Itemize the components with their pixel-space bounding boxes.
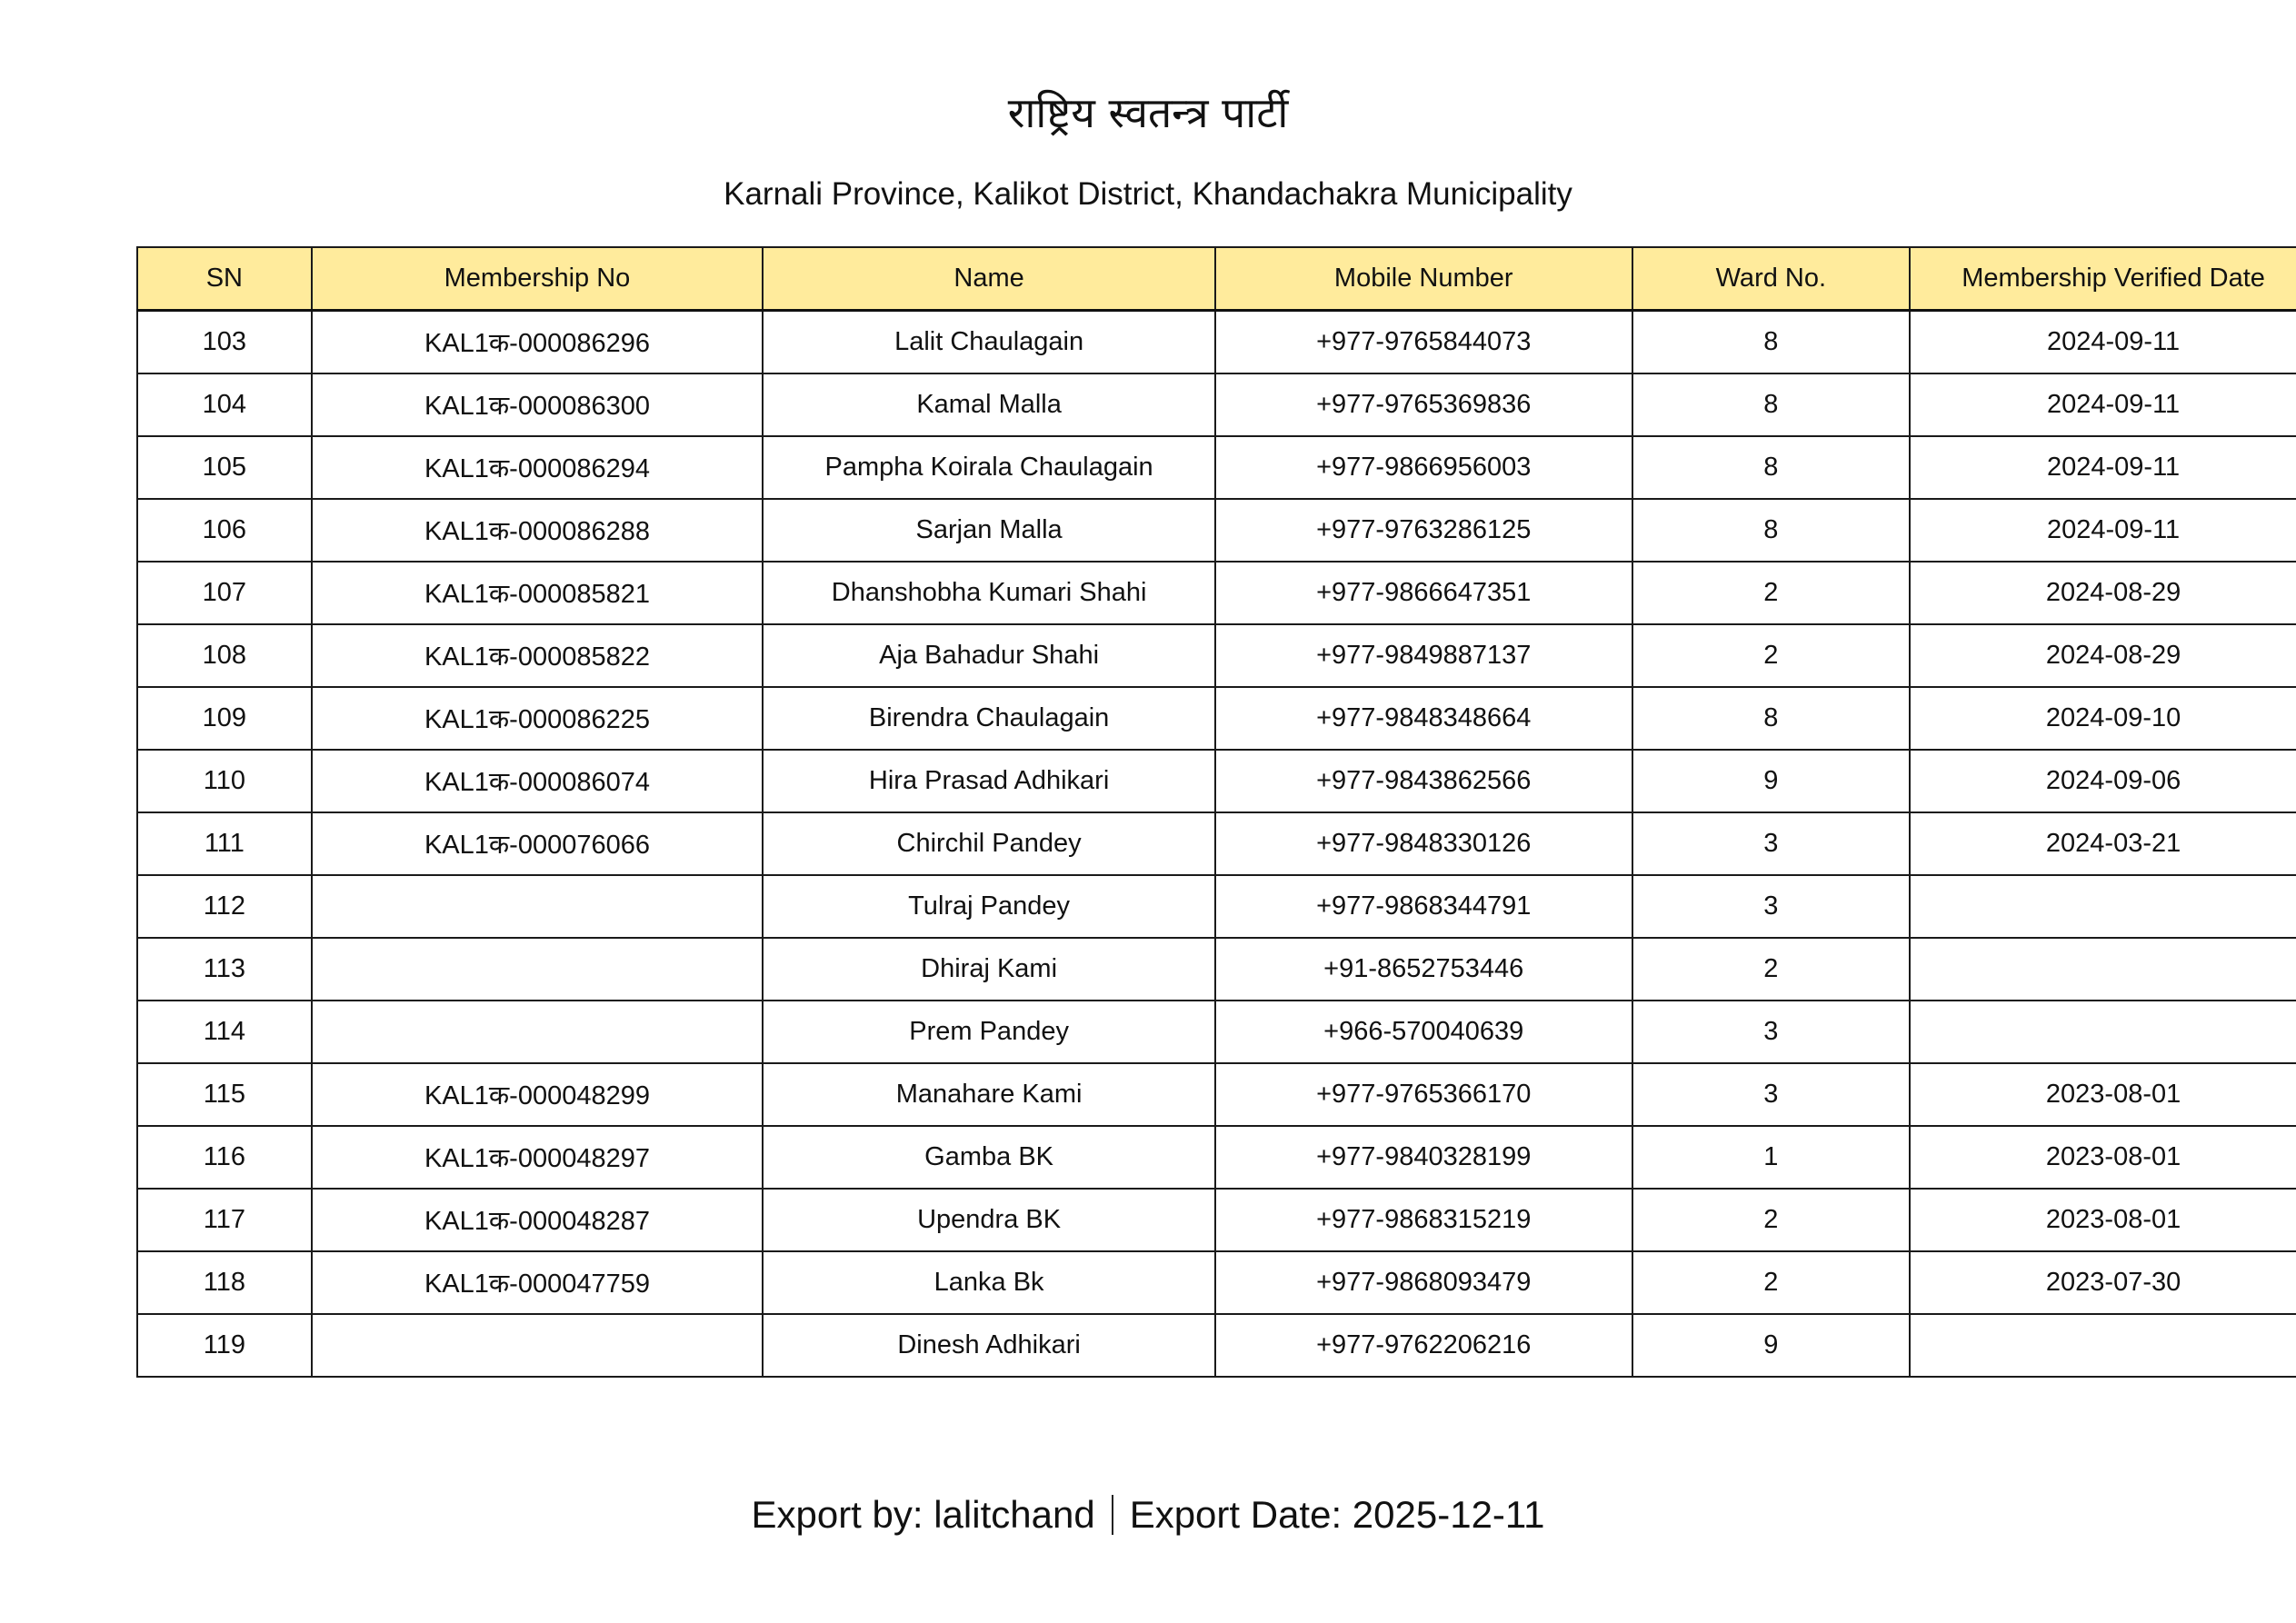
table-row: [137, 436, 2296, 499]
footer-separator: [1112, 1495, 1113, 1535]
cell-membership-no: KAL1क-000086225: [312, 687, 764, 750]
cell-verified-date: 2024-09-11: [1910, 311, 2296, 374]
table-row: [137, 499, 2296, 562]
table-row: [137, 1251, 2296, 1314]
table-row: [137, 1126, 2296, 1189]
cell-ward-no: 2: [1632, 938, 1911, 1001]
cell-ward-no: 8: [1632, 373, 1911, 436]
cell-sn: 118: [137, 1251, 312, 1314]
cell-sn: 112: [137, 875, 312, 938]
cell-mobile-number: +977-9848330126: [1215, 812, 1632, 875]
cell-membership-no: KAL1क-000086288: [312, 499, 764, 562]
cell-membership-no: [312, 1001, 764, 1063]
table-row: [137, 1001, 2296, 1063]
cell-name: Tulraj Pandey: [763, 875, 1215, 938]
table-row: [137, 750, 2296, 812]
cell-name: Lalit Chaulagain: [763, 311, 1215, 374]
table-row: [137, 1063, 2296, 1126]
cell-ward-no: 8: [1632, 687, 1911, 750]
cell-ward-no: 1: [1632, 1126, 1911, 1189]
cell-membership-no: KAL1क-000086296: [312, 311, 764, 374]
cell-ward-no: 2: [1632, 624, 1911, 687]
cell-membership-no: KAL1क-000048297: [312, 1126, 764, 1189]
cell-mobile-number: +977-9868344791: [1215, 875, 1632, 938]
header-verified-date: Membership Verified Date: [1910, 247, 2296, 311]
cell-mobile-number: +977-9765369836: [1215, 373, 1632, 436]
cell-name: Dinesh Adhikari: [763, 1314, 1215, 1377]
cell-ward-no: 2: [1632, 1189, 1911, 1251]
cell-membership-no: KAL1क-000048287: [312, 1189, 764, 1251]
cell-name: Lanka Bk: [763, 1251, 1215, 1314]
cell-sn: 113: [137, 938, 312, 1001]
cell-ward-no: 8: [1632, 311, 1911, 374]
membership-table-container: [136, 246, 2296, 1378]
cell-sn: 110: [137, 750, 312, 812]
cell-sn: 119: [137, 1314, 312, 1377]
cell-sn: 107: [137, 562, 312, 624]
cell-sn: 104: [137, 373, 312, 436]
cell-mobile-number: +977-9868315219: [1215, 1189, 1632, 1251]
cell-mobile-number: +977-9765844073: [1215, 311, 1632, 374]
cell-name: Chirchil Pandey: [763, 812, 1215, 875]
cell-sn: 117: [137, 1189, 312, 1251]
cell-mobile-number: +977-9866956003: [1215, 436, 1632, 499]
table-row: [137, 624, 2296, 687]
table-body: [137, 311, 2296, 1378]
table-row: [137, 311, 2296, 374]
cell-membership-no: [312, 875, 764, 938]
header-ward-no: Ward No.: [1632, 247, 1911, 311]
cell-sn: 116: [137, 1126, 312, 1189]
cell-mobile-number: +977-9762206216: [1215, 1314, 1632, 1377]
table-row: [137, 938, 2296, 1001]
cell-verified-date: [1910, 938, 2296, 1001]
cell-sn: 103: [137, 311, 312, 374]
table-row: [137, 1189, 2296, 1251]
cell-mobile-number: +977-9848348664: [1215, 687, 1632, 750]
table-row: [137, 875, 2296, 938]
cell-mobile-number: +977-9849887137: [1215, 624, 1632, 687]
cell-verified-date: 2024-09-11: [1910, 436, 2296, 499]
cell-name: Gamba BK: [763, 1126, 1215, 1189]
cell-sn: 111: [137, 812, 312, 875]
export-by: Export by: lalitchand: [751, 1493, 1095, 1536]
cell-name: Kamal Malla: [763, 373, 1215, 436]
cell-membership-no: KAL1क-000086294: [312, 436, 764, 499]
cell-ward-no: 2: [1632, 562, 1911, 624]
header-sn: SN: [137, 247, 312, 311]
document-subtitle: Karnali Province, Kalikot District, Khandachakra Municipality: [724, 176, 1572, 212]
cell-membership-no: KAL1क-000085822: [312, 624, 764, 687]
cell-verified-date: 2024-09-06: [1910, 750, 2296, 812]
cell-verified-date: 2024-09-11: [1910, 373, 2296, 436]
cell-ward-no: 8: [1632, 436, 1911, 499]
cell-membership-no: KAL1क-000085821: [312, 562, 764, 624]
cell-mobile-number: +91-8652753446: [1215, 938, 1632, 1001]
cell-ward-no: 3: [1632, 1063, 1911, 1126]
cell-name: Sarjan Malla: [763, 499, 1215, 562]
table-row: [137, 373, 2296, 436]
cell-verified-date: 2023-08-01: [1910, 1189, 2296, 1251]
cell-membership-no: KAL1क-000047759: [312, 1251, 764, 1314]
cell-mobile-number: +977-9843862566: [1215, 750, 1632, 812]
cell-mobile-number: +977-9840328199: [1215, 1126, 1632, 1189]
cell-verified-date: [1910, 1001, 2296, 1063]
cell-sn: 109: [137, 687, 312, 750]
cell-ward-no: 9: [1632, 750, 1911, 812]
document-title: राष्ट्रिय स्वतन्त्र पार्टी: [1007, 88, 1289, 137]
table-row: [137, 687, 2296, 750]
cell-mobile-number: +977-9765366170: [1215, 1063, 1632, 1126]
cell-membership-no: [312, 938, 764, 1001]
cell-membership-no: [312, 1314, 764, 1377]
cell-name: Upendra BK: [763, 1189, 1215, 1251]
cell-verified-date: 2024-03-21: [1910, 812, 2296, 875]
cell-membership-no: KAL1क-000076066: [312, 812, 764, 875]
cell-sn: 106: [137, 499, 312, 562]
cell-verified-date: [1910, 875, 2296, 938]
membership-table: [136, 246, 2296, 1378]
cell-membership-no: KAL1क-000048299: [312, 1063, 764, 1126]
export-date: Export Date: 2025-12-11: [1129, 1493, 1545, 1536]
cell-ward-no: 2: [1632, 1251, 1911, 1314]
cell-ward-no: 3: [1632, 875, 1911, 938]
cell-mobile-number: +977-9868093479: [1215, 1251, 1632, 1314]
header-mobile-number: Mobile Number: [1215, 247, 1632, 311]
cell-sn: 115: [137, 1063, 312, 1126]
cell-name: Hira Prasad Adhikari: [763, 750, 1215, 812]
cell-ward-no: 3: [1632, 1001, 1911, 1063]
cell-ward-no: 9: [1632, 1314, 1911, 1377]
cell-mobile-number: +977-9866647351: [1215, 562, 1632, 624]
cell-verified-date: 2023-08-01: [1910, 1126, 2296, 1189]
cell-name: Dhiraj Kami: [763, 938, 1215, 1001]
export-footer: [0, 1489, 2296, 1541]
header-name: Name: [763, 247, 1215, 311]
table-row: [137, 1314, 2296, 1377]
cell-verified-date: 2024-09-10: [1910, 687, 2296, 750]
cell-verified-date: 2024-09-11: [1910, 499, 2296, 562]
cell-membership-no: KAL1क-000086300: [312, 373, 764, 436]
cell-name: Aja Bahadur Shahi: [763, 624, 1215, 687]
cell-verified-date: [1910, 1314, 2296, 1377]
cell-ward-no: 8: [1632, 499, 1911, 562]
cell-mobile-number: +966-570040639: [1215, 1001, 1632, 1063]
cell-verified-date: 2024-08-29: [1910, 624, 2296, 687]
cell-ward-no: 3: [1632, 812, 1911, 875]
cell-name: Birendra Chaulagain: [763, 687, 1215, 750]
cell-name: Prem Pandey: [763, 1001, 1215, 1063]
cell-membership-no: KAL1क-000086074: [312, 750, 764, 812]
table-header-row: [137, 247, 2296, 311]
cell-mobile-number: +977-9763286125: [1215, 499, 1632, 562]
header-membership-no: Membership No: [312, 247, 764, 311]
cell-verified-date: 2023-08-01: [1910, 1063, 2296, 1126]
table-row: [137, 562, 2296, 624]
cell-name: Dhanshobha Kumari Shahi: [763, 562, 1215, 624]
cell-verified-date: 2023-07-30: [1910, 1251, 2296, 1314]
cell-sn: 108: [137, 624, 312, 687]
cell-sn: 114: [137, 1001, 312, 1063]
cell-name: Manahare Kami: [763, 1063, 1215, 1126]
cell-name: Pampha Koirala Chaulagain: [763, 436, 1215, 499]
cell-sn: 105: [137, 436, 312, 499]
cell-verified-date: 2024-08-29: [1910, 562, 2296, 624]
table-row: [137, 812, 2296, 875]
